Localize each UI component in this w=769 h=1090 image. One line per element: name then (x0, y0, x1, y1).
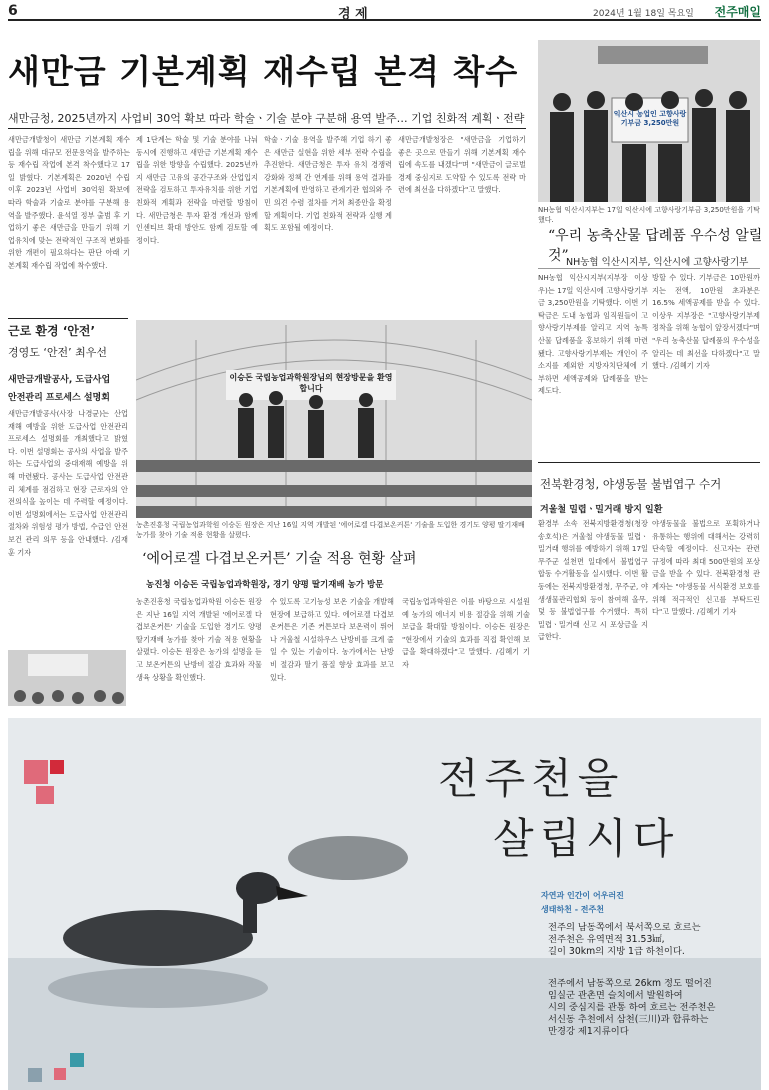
ad-body-line: 전주천은 유역면적 31.53㎢, (548, 934, 665, 945)
donation-board-text: 익산시 농업인 고향사랑 기부금 3,250만원 (613, 110, 687, 127)
ad-body-line: 전주에서 남동쪽으로 26km 정도 떨어진 (548, 978, 712, 989)
donation-column-2: 방할 수 있다. 기부금은 10만원까지는 전액, 10만원 초과분은 16.5% 세액공제를 받을 수 있다. 이상우 지부장은 "고향사랑기부제 정착을 위해 농협이 앞장서겠다"며 "우리 농축산물 답례품의 우수성을 알리는 데 최선을 다하겠다"고 말했다. /김혜기 기자 (652, 273, 760, 371)
greenhouse-subtitle: 농진청 이승돈 국립농업과학원장, 경기 양평 딸기재배 농가 방문 (146, 580, 384, 590)
main-column-4: 새만금개발청장은 "새만금을 기업하기 좋은 곳으로 만들기 위해 기본계획 재수립에 속도를 내겠다"며 "새만금이 글로벌 경제 중심지로 도약할 수 있도록 전략 마련에 최선을 다하겠다"고 말했다. (398, 135, 526, 195)
safety-photo (8, 650, 126, 706)
greenhouse-column-2: 수 있도록 고기능성 보온 기술을 개발해 현장에 보급하고 있다. 에어로겔 다겹보온커튼은 기존 커튼보다 보온력이 뛰어나 겨울철 시설하우스 난방비를 크게 줄일 수 있는 기술이다. 농가에서는 난방비 절감과 딸기 품질 향상 효과를 보고 있다. (270, 597, 394, 682)
greenhouse-column-1: 농촌진흥청 국립농업과학원 이승돈 원장은 지난 16일 지역 개발된 '에어로겔 다겹보온커튼' 기술을 도입한 경기도 양평 딸기재배 농가를 찾아 기술 적용 현황을 살폈다. 이승돈 원장은 농가의 설명을 듣고 보온커튼의 난방비 절감 효과와 작물 생육 상황을 확인했다. (136, 597, 262, 682)
ad-body-line: 만경강 제1지류이다 (548, 1026, 629, 1037)
newspaper-name: 전주매일 (714, 5, 761, 19)
page-number: 6 (8, 3, 18, 19)
safety-column: 새만금개발공사(사장 나경균)는 산업재해 예방을 위한 도급사업 안전관리 프로세스 설명회를 개최했다고 밝혔다. 이번 설명회는 공사의 사업을 발주하는 도급사업의 중대재해 예방을 위해 마련됐다. 공사는 도급사업 안전관리 체계를 점검하고 현장 근로자의 안전의식을 높이는 데 주력할 예정이다. 이번 설명회에서는 도급사업 안전관리 절차와 위험성 평가 방법, 수급인 안전보건 관리 의무 등을 안내했다. /김재훈 기자 (8, 409, 128, 557)
ad-body-line: 임실군 관촌면 슬치에서 발원하여 (548, 990, 683, 1001)
ad-body-line: 서신동 추천에서 삼천(三川)과 합류하는 (548, 1014, 709, 1025)
donation-photo (538, 40, 760, 202)
greenhouse-column-3: 국립농업과학원은 이를 바탕으로 시설원예 농가의 에너지 비용 절감을 위해 기술 보급을 확대할 방침이다. 이승돈 원장은 "현장에서 기술의 효과를 직접 확인해 보급을 확대하겠다"고 말했다. /김혜기 기자 (402, 597, 530, 669)
safety-sub-1: 새만금개발공사, 도급사업 (8, 375, 111, 385)
ad-tagline-1: 자연과 인간이 어우러진 (541, 891, 624, 900)
safety-title: 경영도 ‘안전’ 최우선 (8, 346, 107, 359)
safety-sub-2: 안전관리 프로세스 설명회 (8, 393, 110, 403)
wildlife-column-1: 환경부 소속 전북지방환경청(청장 송호석)은 겨울철 야생동물 밀렵ㆍ밀거래 행위를 예방하기 위해 17일 무주군 설천면 일대에서 불법엽구 합동 수거활동을 실시했다. 이번 활동에는 전북지방환경청, 무주군, 야생생물관리협회 등이 참여해 올무, 덫 등 불법엽구를 수거했다. 특히 밀렵ㆍ밀거래 신고 시 포상금을 지급한다. (538, 519, 648, 642)
ad-body-line: 전주의 남동쪽에서 북서쪽으로 흐르는 (548, 922, 701, 933)
ad-title-line-2: 살립시다 (493, 814, 680, 863)
divider (538, 268, 760, 269)
donation-subtitle: NH농협 익산시지부, 익산시에 고향사랑기부 (566, 257, 749, 268)
wildlife-subtitle: 겨울철 밀렵ㆍ밀거래 방지 일환 (540, 505, 663, 515)
wildlife-column-2: 야생동물을 불법으로 포획하거나 유통하는 행위에 대해서는 강력히 단속할 예정이다. 신고자는 관련 규정에 따라 최대 500만원의 포상금을 받을 수 있다. 전북환경청 관계자는 "야생동물 서식환경 보호를 위해 적극적인 신고를 부탁드린다"고 말했다. /김혜기 기자 (652, 519, 760, 617)
main-subhead: 새만금청, 2025년까지 사업비 30억 확보 따라 학술ㆍ기술 분야 구분해 용역 발주… 기업 친화적 계획ㆍ전략 (8, 112, 525, 125)
main-column-3: 학술ㆍ기술 용역을 발주해 기업 하기 좋은 새만금 실현을 위한 세부 전략 수립을 추진한다. 새만금청은 투자 유치 경쟁력 강화와 정책 간 연계를 위해 용역 결과를 기본계획에 반영하고 관계기관 협의와 주민 의견 수렴 절차를 거쳐 최종안을 확정할 계획이다. 기업 친화적 전략과 실행 계획도 포함될 예정이다. (264, 135, 392, 233)
ad-title-line-1: 전주천을 (438, 754, 625, 803)
greenhouse-headline: ‘에어로겔 다겹보온커튼’ 기술 적용 현황 살펴 (142, 551, 417, 567)
deco-square (70, 1053, 84, 1067)
greenhouse-photo-image (136, 320, 532, 518)
safety-kicker: 근로 환경 ‘안전’ (8, 324, 96, 338)
issue-date: 2024년 1월 18일 목요일 (593, 9, 694, 19)
ad-body-1 (548, 922, 701, 958)
main-column-1: 새만금개발청이 새만금 기본계획 재수립을 위해 대규모 전문용역을 발주하는 등 재수립 작업에 본격 착수했다고 17일 밝혔다. 기본계획은 2020년 수립 이후 2023년 사업비 30억원 확보에 따라 학술과 기술로 분야를 구분해 용역을 발주했다. 윤석열 정부 출범 후 기업하기 좋은 새만금을 만들기 위해 기업유치에 맞는 전략적인 구조적 변화를 위한 개편이 필요하다는 판단 아래 기본계획 재수립 작업에 착수했다. (8, 135, 130, 270)
deco-square (24, 760, 48, 784)
divider (8, 128, 526, 129)
donation-column-1: NH농협 익산시지부(지부장 이상우)는 17일 익산시에 고향사랑기부금 3,250만원을 기탁했다. 이번 기탁금은 도내 농협과 임직원들이 고향사랑기부제를 알리고 지역 농특산물 답례품을 홍보하기 위해 마련됐다. 고향사랑기부제는 개인이 주소지를 제외한 지방자치단체에 기부하면 세액공제와 답례품을 받는 제도다. (538, 273, 648, 396)
deco-square (36, 786, 54, 804)
deco-square (50, 760, 64, 774)
donation-caption: NH농협 익산시지부는 17일 익산시에 고향사랑기부금 3,250만원을 기탁했다. (538, 206, 760, 224)
ad-body-line: 길이 30km의 지방 1급 하천이다. (548, 946, 685, 957)
wildlife-title: 전북환경청, 야생동물 불법엽구 수거 (540, 477, 722, 491)
seminar-photo-image (8, 650, 126, 706)
ad-tagline-2: 생태하천 - 전주천 (541, 905, 604, 914)
donation-quote-title: “우리 농축산물 답례품 우수성 알릴 것” (548, 228, 763, 264)
greenhouse-banner-text: 이승돈 국립농업과학원장님의 현장방문을 환영합니다 (229, 373, 393, 393)
divider (538, 462, 760, 463)
greenhouse-caption: 농촌진흥청 국립농업과학원 이승돈 원장은 지난 16일 지역 개발된 '에어로겔 다겹보온커튼' 기술을 도입한 경기도 양평 딸기재배 농가를 찾아 기술 적용 현황을 살폈다. (136, 521, 525, 539)
greenhouse-photo (136, 320, 532, 518)
ad-body-2 (548, 978, 715, 1038)
deco-square (54, 1068, 66, 1080)
ad-body-line: 시의 중심지를 관통 하여 흐르는 전주천은 (548, 1002, 716, 1013)
jeonjucheon-ad (8, 718, 761, 1090)
main-column-2: 제 1단계는 학술 및 기술 분야를 나눠 동시에 진행하고 새만금 기본계획 재수립을 위한 방향을 수립했다. 2025년까지 새만금 고유의 공간구조와 산업입지 전략을 검토하고 투자유치를 위한 기업 친화적 계획과 전략을 마련할 방침이다. 새만금청은 투자 환경 개선과 함께 인센티브 확대 방안도 함께 검토할 예정이다. (136, 135, 258, 245)
divider (8, 318, 128, 319)
section-name: 경 제 (338, 7, 368, 22)
main-headline: 새만금 기본계획 재수립 본격 착수 (8, 52, 519, 91)
page-header (8, 3, 761, 21)
